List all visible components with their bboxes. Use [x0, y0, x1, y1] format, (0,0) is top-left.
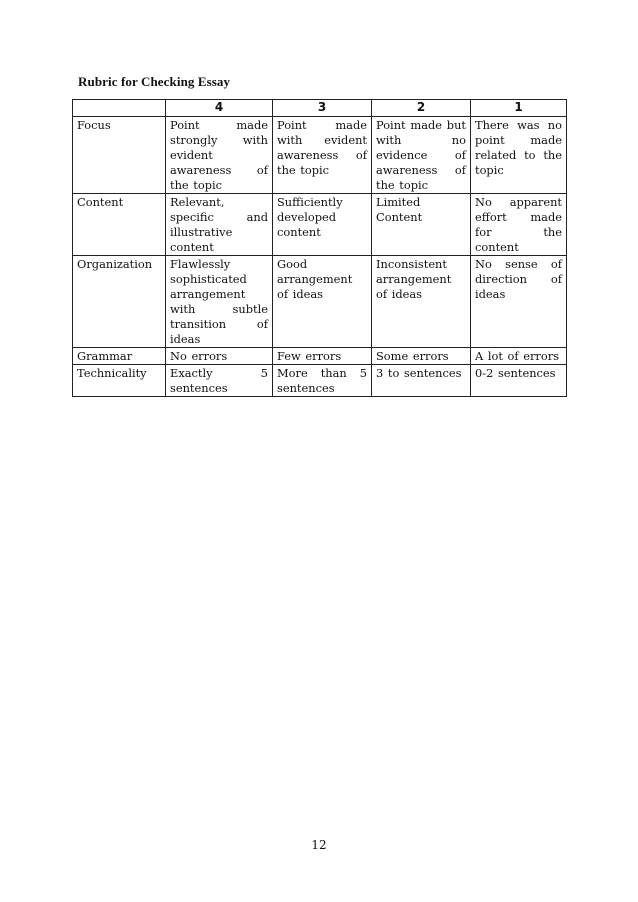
rubric-cell: Exactly 5 sentences — [166, 365, 273, 397]
criterion-label: Organization — [73, 256, 166, 348]
header-cell-score-3: 3 — [273, 100, 372, 117]
rubric-cell: No sense of direction of ideas — [471, 256, 567, 348]
header-cell-score-4: 4 — [166, 100, 273, 117]
rubric-cell: Few errors — [273, 348, 372, 365]
rubric-cell: There was no point made related to the topic — [471, 117, 567, 194]
header-cell-score-2: 2 — [372, 100, 471, 117]
rubric-cell: Flawlessly sophisticated arrangement with subtle transition of ideas — [166, 256, 273, 348]
document-title: Rubric for Checking Essay — [78, 74, 231, 89]
rubric-cell: Relevant, specific and illustrative content — [166, 194, 273, 256]
rubric-table — [72, 99, 567, 397]
header-cell-criterion — [73, 100, 166, 117]
header-cell-score-1: 1 — [471, 100, 567, 117]
table-row-focus — [73, 117, 567, 194]
page-number: 12 — [311, 838, 327, 852]
criterion-label: Technicality — [73, 365, 166, 397]
criterion-label: Focus — [73, 117, 166, 194]
header-row — [73, 100, 567, 117]
rubric-cell: Point made but with no evidence of awareness of the topic — [372, 117, 471, 194]
criterion-label: Grammar — [73, 348, 166, 365]
rubric-cell: Good arrangement of ideas — [273, 256, 372, 348]
rubric-cell: Limited Content — [372, 194, 471, 256]
rubric-cell: More than 5 sentences — [273, 365, 372, 397]
table-row-content — [73, 194, 567, 256]
rubric-cell: Some errors — [372, 348, 471, 365]
rubric-cell: Sufficiently developed content — [273, 194, 372, 256]
rubric-cell: Point made with evident awareness of the topic — [273, 117, 372, 194]
rubric-cell: Point made strongly with evident awareness of the topic — [166, 117, 273, 194]
criterion-label: Content — [73, 194, 166, 256]
rubric-cell: 3 to sentences — [372, 365, 471, 397]
table-row-grammar — [73, 348, 567, 365]
rubric-cell: A lot of errors — [471, 348, 567, 365]
table-row-technicality — [73, 365, 567, 397]
rubric-cell: No errors — [166, 348, 273, 365]
table-row-organization — [73, 256, 567, 348]
rubric-cell: 0-2 sentences — [471, 365, 567, 397]
rubric-cell: Inconsistent arrangement of ideas — [372, 256, 471, 348]
rubric-cell: No apparent effort made for the content — [471, 194, 567, 256]
